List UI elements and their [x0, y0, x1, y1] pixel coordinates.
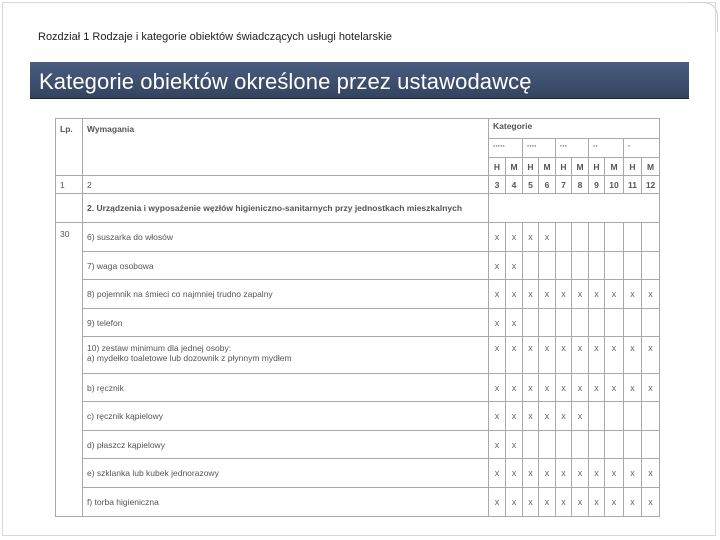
category-mark: x: [556, 459, 572, 488]
category-mark: x: [624, 374, 642, 402]
stars-header: *****: [489, 139, 523, 158]
category-mark: [589, 309, 605, 337]
hm-header: H: [589, 158, 605, 176]
category-mark: x: [506, 223, 523, 252]
number-wymagania: 2: [83, 176, 489, 194]
category-mark: x: [539, 337, 556, 374]
category-mark: x: [539, 459, 556, 488]
category-mark: x: [572, 280, 589, 309]
category-mark: x: [539, 280, 556, 309]
category-mark: [539, 431, 556, 459]
category-mark: x: [523, 223, 539, 252]
category-mark: [572, 309, 589, 337]
column-number: 7: [556, 176, 572, 194]
category-mark: x: [605, 488, 624, 517]
section-empty-cell: [489, 194, 660, 223]
hm-header: H: [556, 158, 572, 176]
category-mark: x: [523, 488, 539, 517]
column-number: 6: [539, 176, 556, 194]
category-mark: x: [589, 488, 605, 517]
header-wymagania: Wymagania: [83, 119, 489, 176]
section-lp-cell: [56, 194, 83, 223]
category-mark: x: [489, 223, 506, 252]
column-number: 12: [642, 176, 660, 194]
category-mark: [642, 402, 660, 431]
category-mark: x: [523, 374, 539, 402]
category-mark: [642, 223, 660, 252]
requirement-text: e) szklanka lub kubek jednorazowy: [83, 459, 489, 488]
table-row: [56, 252, 660, 280]
category-mark: [589, 431, 605, 459]
category-mark: x: [506, 459, 523, 488]
category-mark: x: [539, 488, 556, 517]
slide-corner: [688, 2, 718, 32]
table-row: [56, 223, 660, 252]
category-mark: x: [489, 488, 506, 517]
hm-header: H: [523, 158, 539, 176]
category-mark: x: [624, 459, 642, 488]
category-mark: x: [506, 402, 523, 431]
category-mark: [556, 223, 572, 252]
category-mark: [589, 402, 605, 431]
requirement-text: f) torba higieniczna: [83, 488, 489, 517]
category-mark: x: [605, 337, 624, 374]
category-mark: x: [506, 280, 523, 309]
table-row: [56, 402, 660, 431]
category-mark: x: [572, 402, 589, 431]
hm-header: H: [489, 158, 506, 176]
requirement-text: 7) waga osobowa: [83, 252, 489, 280]
category-mark: x: [642, 488, 660, 517]
category-mark: x: [572, 459, 589, 488]
slide-title: Kategorie obiektów określone przez ustawodawcę: [39, 69, 532, 94]
category-mark: x: [556, 374, 572, 402]
category-mark: x: [489, 280, 506, 309]
category-mark: [624, 223, 642, 252]
category-mark: [624, 402, 642, 431]
category-mark: [624, 309, 642, 337]
category-mark: [605, 431, 624, 459]
category-mark: x: [642, 337, 660, 374]
requirement-text: 6) suszarka do włosów: [83, 223, 489, 252]
category-mark: [572, 431, 589, 459]
requirement-text: b) ręcznik: [83, 374, 489, 402]
stars-header: ****: [523, 139, 556, 158]
category-mark: x: [642, 280, 660, 309]
table-row: [56, 280, 660, 309]
category-mark: x: [523, 280, 539, 309]
category-mark: x: [589, 280, 605, 309]
category-mark: x: [489, 431, 506, 459]
category-mark: [556, 252, 572, 280]
category-mark: x: [624, 280, 642, 309]
requirement-text: c) ręcznik kąpielowy: [83, 402, 489, 431]
requirement-text: 8) pojemnik na śmieci co najmniej trudno zapalny: [83, 280, 489, 309]
table-row: [56, 374, 660, 402]
category-mark: x: [489, 252, 506, 280]
column-number: 4: [506, 176, 523, 194]
row-lp: 30: [56, 223, 83, 517]
category-mark: x: [572, 488, 589, 517]
category-mark: x: [589, 337, 605, 374]
requirement-text: 9) telefon: [83, 309, 489, 337]
category-mark: x: [506, 431, 523, 459]
category-mark: x: [624, 488, 642, 517]
category-mark: [589, 223, 605, 252]
category-mark: [523, 252, 539, 280]
category-mark: x: [572, 337, 589, 374]
category-mark: [605, 309, 624, 337]
category-mark: x: [624, 337, 642, 374]
category-mark: x: [523, 402, 539, 431]
hm-header: M: [642, 158, 660, 176]
category-mark: [624, 252, 642, 280]
category-mark: x: [556, 337, 572, 374]
column-number: 8: [572, 176, 589, 194]
category-mark: x: [506, 374, 523, 402]
hm-header: H: [624, 158, 642, 176]
category-mark: [642, 431, 660, 459]
number-lp: 1: [56, 176, 83, 194]
table-row: [56, 337, 660, 374]
category-mark: x: [506, 488, 523, 517]
category-mark: x: [506, 252, 523, 280]
category-mark: [642, 309, 660, 337]
category-mark: x: [539, 374, 556, 402]
category-mark: x: [589, 459, 605, 488]
hm-header: M: [539, 158, 556, 176]
category-mark: [605, 223, 624, 252]
category-mark: [605, 402, 624, 431]
category-mark: x: [539, 402, 556, 431]
column-number: 3: [489, 176, 506, 194]
category-mark: x: [605, 459, 624, 488]
stars-header: ***: [556, 139, 589, 158]
requirement-text: d) płaszcz kąpielowy: [83, 431, 489, 459]
category-mark: x: [556, 402, 572, 431]
chapter-heading: Rozdział 1 Rodzaje i kategorie obiektów świadczących usługi hotelarskie: [38, 31, 393, 43]
category-mark: x: [523, 459, 539, 488]
hm-header: M: [506, 158, 523, 176]
category-mark: [605, 252, 624, 280]
table-row: [56, 431, 660, 459]
requirements-table: [55, 118, 660, 517]
section-heading: 2. Urządzenia i wyposażenie węzłów higieniczno-sanitarnych przy jednostkach mieszkalnych: [83, 194, 489, 223]
category-mark: [556, 309, 572, 337]
category-mark: [589, 252, 605, 280]
hm-header: M: [572, 158, 589, 176]
column-number: 11: [624, 176, 642, 194]
category-mark: [539, 309, 556, 337]
hm-header: M: [605, 158, 624, 176]
category-mark: x: [506, 309, 523, 337]
category-mark: [523, 309, 539, 337]
table-row: [56, 488, 660, 517]
requirement-text: 10) zestaw minimum dla jednej osoby: a) mydełko toaletowe lub dozownik z płynnym mydłem: [83, 337, 489, 374]
category-mark: x: [539, 223, 556, 252]
category-mark: x: [605, 374, 624, 402]
header-kategorie: Kategorie: [489, 119, 660, 139]
header-lp: Lp.: [56, 119, 83, 176]
table-row: [56, 459, 660, 488]
column-number: 5: [523, 176, 539, 194]
column-number: 9: [589, 176, 605, 194]
title-bar: [30, 62, 689, 99]
category-mark: x: [572, 374, 589, 402]
category-mark: [642, 252, 660, 280]
category-mark: x: [556, 488, 572, 517]
category-mark: x: [506, 337, 523, 374]
category-mark: x: [605, 280, 624, 309]
stars-header: *: [624, 139, 660, 158]
category-mark: [624, 431, 642, 459]
category-mark: x: [523, 337, 539, 374]
category-mark: [572, 252, 589, 280]
category-mark: x: [489, 459, 506, 488]
category-mark: x: [489, 402, 506, 431]
stars-header: **: [589, 139, 624, 158]
category-mark: x: [642, 459, 660, 488]
category-mark: [572, 223, 589, 252]
category-mark: x: [489, 337, 506, 374]
category-mark: x: [642, 374, 660, 402]
category-mark: [556, 431, 572, 459]
category-mark: [539, 252, 556, 280]
table-row: [56, 309, 660, 337]
category-mark: x: [489, 309, 506, 337]
category-mark: x: [556, 280, 572, 309]
category-mark: x: [589, 374, 605, 402]
category-mark: x: [489, 374, 506, 402]
column-number: 10: [605, 176, 624, 194]
category-mark: [523, 431, 539, 459]
